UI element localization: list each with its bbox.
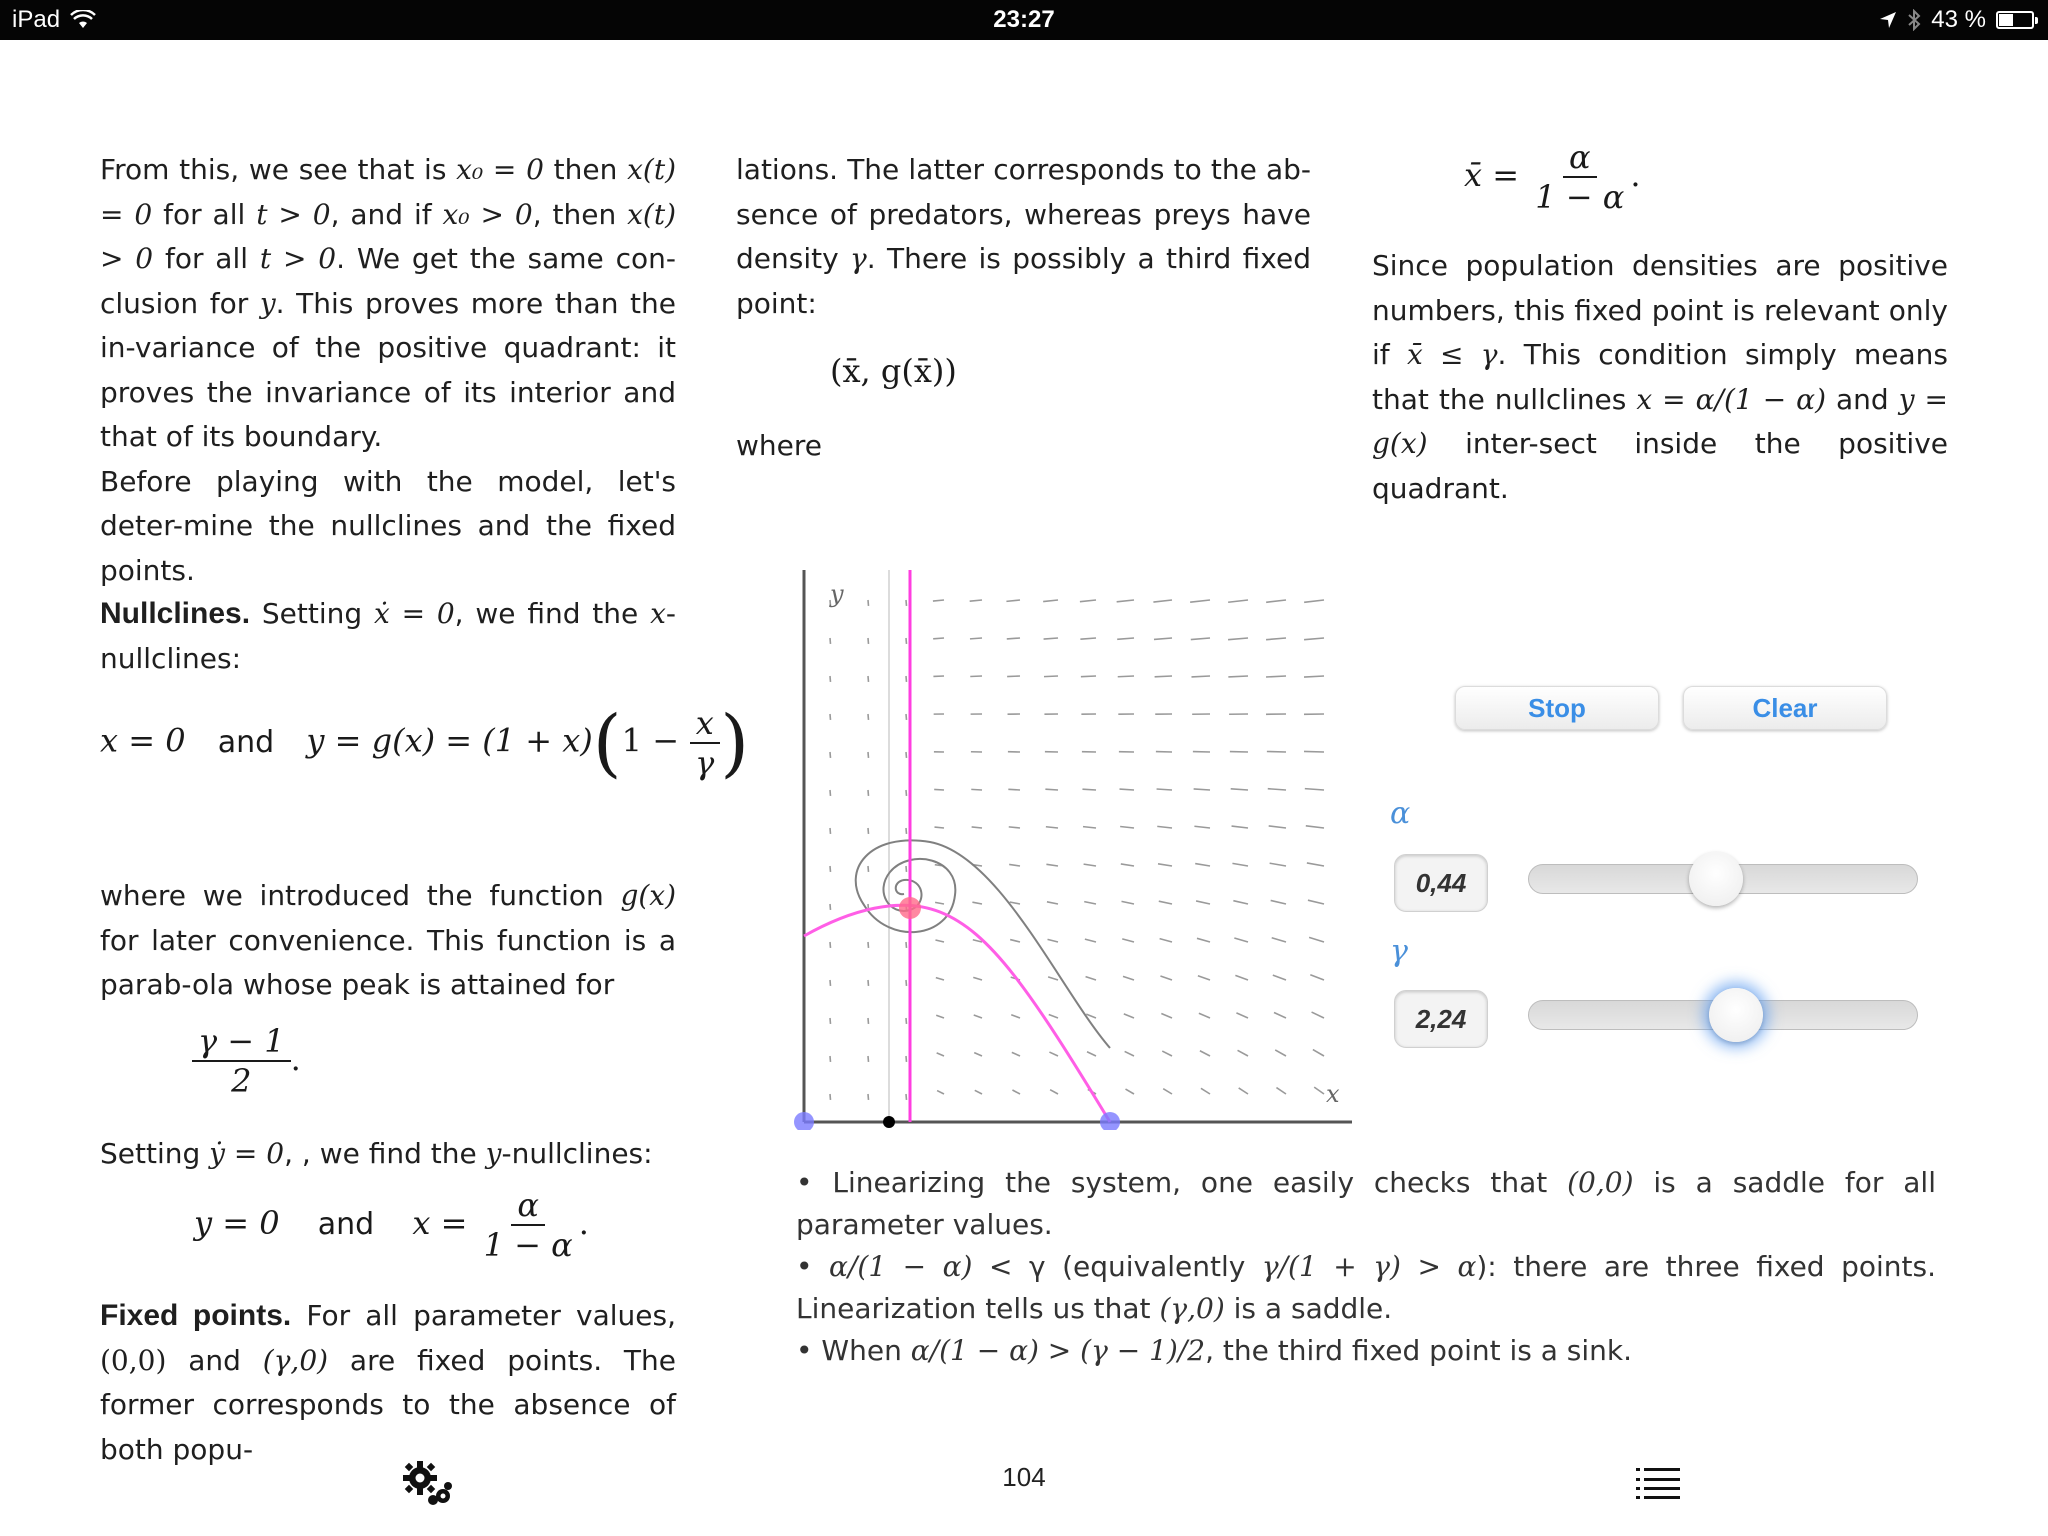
list-item <box>796 1246 1936 1330</box>
text-and: and <box>317 1206 375 1242</box>
vector-field-arrow <box>935 940 944 942</box>
vector-field-arrow <box>1046 827 1058 828</box>
vector-field-arrow <box>1194 789 1210 790</box>
vector-field-arrow <box>1083 827 1096 828</box>
vector-field-arrow <box>1201 1088 1210 1094</box>
math-ydot-zero: ẏ = 0 <box>209 1137 285 1170</box>
fraction-alpha <box>478 1186 579 1265</box>
vector-field-arrow <box>1191 638 1210 640</box>
device-name: iPad <box>12 6 61 33</box>
status-right <box>1879 6 2034 34</box>
vector-field-arrow <box>1158 864 1172 866</box>
text-segment: , we find the <box>454 597 639 630</box>
math-nullcline-x: x = α/(1 − α) <box>1636 382 1826 416</box>
nullclines-paragraph <box>100 592 676 681</box>
vector-field-arrow <box>1087 1052 1096 1056</box>
vector-field-arrow <box>1160 976 1172 980</box>
vector-field-arrow <box>1198 976 1210 980</box>
vector-field-arrow <box>1308 900 1324 904</box>
vector-field-arrow <box>1196 901 1210 904</box>
math-sink-condition: α/(1 − α) > (γ − 1)/2 <box>910 1334 1206 1367</box>
text-segment: From this, we see that is <box>100 153 447 186</box>
text-segment: is a saddle. <box>1233 1292 1393 1325</box>
vector-field-arrow <box>1085 939 1096 942</box>
math-gamma-ratio: γ/(1 + γ) > α <box>1261 1250 1477 1283</box>
text-segment: -nullclines: <box>501 1137 653 1170</box>
vector-field-arrow <box>937 1091 944 1094</box>
vector-field-arrow <box>1081 676 1096 677</box>
list-item <box>796 1162 1936 1246</box>
vector-field-arrow <box>933 638 944 639</box>
vector-field-arrow <box>1122 939 1134 942</box>
gamma-value-field[interactable]: 2,24 <box>1394 990 1488 1048</box>
vector-field-arrow <box>1009 864 1020 866</box>
vector-field-arrow <box>1084 864 1096 866</box>
stop-button[interactable]: Stop <box>1455 686 1659 730</box>
math-x: x <box>650 597 666 630</box>
vector-field-arrow <box>1312 1012 1324 1018</box>
list-icon[interactable] <box>1636 1466 1680 1500</box>
text-segment: . There is possibly a third fixed point: <box>736 242 1312 320</box>
fraction-denominator: 2 <box>231 1062 252 1101</box>
vector-field-arrow <box>1157 826 1172 828</box>
vector-field-arrow <box>1117 638 1134 639</box>
vector-field-arrow <box>1080 638 1096 639</box>
text-segment: Setting <box>261 597 363 630</box>
vector-field-arrow <box>933 600 944 601</box>
right-column <box>1372 244 1948 511</box>
vector-field-arrow <box>1010 940 1020 942</box>
math-xbar-le-gamma: x̄ ≤ γ <box>1406 338 1498 371</box>
text-segment: are fixed points. The former corresponds to the absence of both popu- <box>100 1343 677 1466</box>
initial-point-marker[interactable] <box>883 1116 895 1128</box>
math-g-definition: y = g(x) = (1 + x) <box>306 721 593 760</box>
vector-field-arrow <box>970 638 982 639</box>
battery-percent: 43 % <box>1931 6 1986 33</box>
vector-field-arrow <box>1266 600 1286 602</box>
fixed-points-heading: Fixed points. <box>100 1299 292 1332</box>
paren-close: ) <box>720 700 750 786</box>
formula-xbar <box>1464 138 1641 217</box>
alpha-value-field[interactable]: 0,44 <box>1394 854 1488 912</box>
math-x0-positive: x₀ > 0 <box>442 197 533 231</box>
gamma-label: γ <box>1390 934 1408 969</box>
math-xt-positive: x(t) > 0 <box>100 197 677 275</box>
paragraph-g-function <box>100 874 676 1008</box>
fraction-x-over-gamma <box>689 704 720 783</box>
alpha-slider-knob[interactable] <box>1689 852 1743 906</box>
vector-field-arrow <box>1157 789 1172 790</box>
bullet-list <box>796 1162 1936 1372</box>
vector-field-arrow <box>1231 789 1248 790</box>
vector-field-arrow <box>1043 600 1058 602</box>
left-column <box>100 148 676 593</box>
vector-field-arrow <box>1266 676 1286 677</box>
vector-field-arrow <box>1228 676 1248 677</box>
math-alpha-ratio: α/(1 − α) <box>829 1250 973 1283</box>
vector-field-arrow <box>1272 938 1286 942</box>
math-t-positive: t > 0 <box>259 242 337 275</box>
vector-field-arrow <box>1160 939 1172 942</box>
y-nullcline-parabola <box>804 905 1110 1122</box>
vector-field-arrow <box>1195 864 1210 866</box>
math-xt-zero: x(t) = 0 <box>100 153 676 231</box>
text-segment: where we introduced the function <box>100 879 604 912</box>
vector-field-arrow <box>1275 1050 1286 1056</box>
vector-field-arrow <box>1239 1088 1248 1094</box>
vector-field-arrow <box>1304 638 1324 640</box>
vector-field-arrow <box>1163 1089 1172 1094</box>
text-segment: , then <box>532 197 617 231</box>
math-y: y <box>485 1137 502 1170</box>
vector-field-arrow <box>1232 826 1248 828</box>
vector-field-arrow <box>1007 676 1020 677</box>
bluetooth-icon <box>1907 9 1921 31</box>
vector-field-arrow <box>1235 975 1248 980</box>
page-number: 104 <box>1002 1462 1046 1492</box>
location-arrow-icon <box>1879 11 1897 29</box>
trajectory-spiral <box>856 840 1110 1048</box>
vector-field-arrow <box>1082 789 1096 790</box>
vector-field-arrow <box>937 1053 944 1056</box>
vector-field-arrow <box>1313 1050 1324 1056</box>
math-origin: (0,0) <box>100 1343 167 1377</box>
vector-field-arrow <box>972 827 982 828</box>
vector-field-arrow <box>1120 789 1134 790</box>
vector-field-arrow <box>1050 1090 1058 1094</box>
vector-field-arrow <box>936 978 944 980</box>
fixed-point-gamma[interactable] <box>1100 1112 1120 1130</box>
text-segment: • Linearizing the system, one easily checks that <box>796 1166 1548 1199</box>
vector-field-arrow <box>1305 789 1324 790</box>
math-one-minus: 1 − <box>621 721 679 760</box>
vector-field-arrow <box>1162 1051 1172 1056</box>
text-segment: for all <box>164 242 249 275</box>
vector-field-arrow <box>1120 827 1134 828</box>
vector-field-arrow <box>1161 1014 1172 1018</box>
fixed-point-interior <box>899 897 921 919</box>
vector-field-arrow <box>1314 1087 1324 1094</box>
text-segment: and <box>1836 382 1889 416</box>
vector-field-arrow <box>935 902 944 904</box>
text-segment: < γ (equivalently <box>989 1250 1246 1283</box>
vector-field-arrow <box>1199 1013 1210 1018</box>
period: . <box>1630 155 1641 194</box>
status-bar <box>0 0 2048 40</box>
vector-field-arrow <box>973 977 982 980</box>
vector-field-arrow <box>1006 600 1020 601</box>
text-segment: . We get the same con-clusion for <box>100 242 676 320</box>
math-gx: g(x) <box>620 879 677 912</box>
vector-field-arrow <box>1117 600 1134 602</box>
math-gamma-zero: (γ,0) <box>262 1343 329 1377</box>
period: . <box>290 1039 301 1078</box>
paragraph-y-nullclines: Setting ẏ = 0, , we find the y-nullclines: <box>100 1137 653 1170</box>
text-where: where <box>736 429 822 462</box>
alpha-label: α <box>1390 796 1411 831</box>
vector-field-arrow <box>974 1053 982 1056</box>
vector-field-arrow <box>1197 938 1210 942</box>
text-segment: . This proves more than the in-variance of the positive quadrant: it proves the invariance of its interior and that of its boundary. <box>100 286 676 453</box>
battery-icon <box>1996 11 2034 29</box>
fraction-denominator: γ <box>695 744 715 782</box>
middle-column <box>736 148 1311 326</box>
text-segment: Since population densities are positive numbers, this fixed point is relevant only if <box>1372 249 1948 371</box>
vector-field-arrow <box>1044 676 1058 677</box>
vector-field-arrow <box>1086 977 1096 980</box>
list-item <box>796 1330 1936 1372</box>
text-segment: is a saddle for all parameter values. <box>796 1166 1936 1241</box>
vector-field-arrow <box>1118 676 1134 677</box>
vector-field-arrow <box>1304 600 1324 602</box>
text-segment: for all <box>163 197 246 231</box>
vector-field-arrow <box>934 827 944 828</box>
vector-field-arrow <box>1309 937 1324 942</box>
text-segment: , the third fixed point is a sink. <box>1205 1334 1633 1367</box>
math-y-zero: y = 0 <box>194 1203 280 1242</box>
vector-field-arrow <box>1049 1052 1058 1056</box>
vector-field-arrow <box>1007 638 1020 639</box>
vector-field-arrow <box>1044 638 1058 639</box>
middle-where <box>736 424 1036 469</box>
vector-field-arrow <box>970 676 982 677</box>
math-x-equals: x = <box>412 1203 468 1242</box>
text-segment: , we find the <box>301 1137 477 1170</box>
paragraph-invariance <box>100 148 676 460</box>
vector-field-arrow <box>1011 1015 1020 1018</box>
vector-field-arrow <box>1304 751 1324 752</box>
math-origin: (0,0) <box>1567 1166 1634 1199</box>
vector-field-arrow <box>1008 789 1020 790</box>
fixed-point-origin[interactable] <box>794 1112 814 1130</box>
vector-field-arrow <box>1084 902 1096 904</box>
vector-field-arrow <box>1268 789 1286 790</box>
vector-field-arrow <box>1010 902 1020 904</box>
fraction-numerator: α <box>1563 138 1597 178</box>
vector-field-arrow <box>1080 600 1096 602</box>
vector-field-arrow <box>1306 826 1324 828</box>
paren-open: ( <box>592 700 622 786</box>
vector-field-arrow <box>1236 1013 1248 1018</box>
text-segment: and <box>188 1343 241 1377</box>
vector-field-arrow <box>1121 864 1134 866</box>
vector-field-arrow <box>1122 901 1134 904</box>
math-gamma-zero: (γ,0) <box>1159 1292 1225 1325</box>
math-x-zero: x = 0 <box>100 721 186 760</box>
vector-field-arrow <box>1191 676 1210 677</box>
vector-field-arrow <box>1200 1051 1210 1056</box>
vector-field-arrow <box>1124 1014 1134 1018</box>
vector-field-arrow <box>1049 1014 1058 1018</box>
vector-field-arrow <box>1266 638 1286 640</box>
vector-field-arrow <box>1194 826 1210 828</box>
math-xdot-zero: ẋ = 0 <box>373 597 455 630</box>
vector-field-arrow <box>1238 1050 1248 1056</box>
fraction-denominator: 1 − α <box>1535 178 1625 217</box>
vector-field-arrow <box>936 1015 944 1018</box>
nullclines-heading: Nullclines. <box>100 597 251 630</box>
vector-field-arrow <box>1234 938 1248 942</box>
status-time: 23:27 <box>993 6 1055 33</box>
math-xbar-equals: x̄ = <box>1464 155 1520 194</box>
formula-peak <box>192 1022 301 1101</box>
vector-field-arrow <box>1307 863 1324 866</box>
text-segment: for later convenience. This function is a parab-ola whose peak is attained for <box>100 923 676 1001</box>
vector-field-arrow <box>934 789 944 790</box>
vector-field-arrow <box>975 1090 982 1094</box>
math-nullcline-y: y = g(x) <box>1372 382 1948 460</box>
vector-field-arrow <box>1125 1051 1134 1056</box>
fraction-xbar <box>1529 138 1630 217</box>
battery-fill <box>1999 14 2013 26</box>
text-and: and <box>217 724 275 760</box>
vector-field-arrow <box>974 1015 982 1018</box>
fraction-numerator: γ − 1 <box>192 1022 291 1062</box>
vector-field-arrow <box>1233 901 1248 904</box>
text-segment: then <box>553 153 618 186</box>
fraction-peak <box>192 1022 291 1101</box>
text-segment: Setting <box>100 1137 201 1170</box>
text-segment: lations. The latter corresponds to the ab-sence of predators, whereas preys have density <box>736 153 1311 275</box>
text-segment: ): there are three fixed points. Linearization tells us that <box>796 1250 1937 1325</box>
fraction-numerator: α <box>511 1186 545 1226</box>
text-segment: -nullclines: <box>100 597 676 675</box>
paragraph-before-playing: Before playing with the model, let's deter-mine the nullclines and the fixed points. <box>100 464 676 587</box>
vector-field-arrow <box>1123 976 1134 980</box>
vector-field-arrow <box>1155 676 1172 677</box>
formula-x-nullclines <box>100 700 749 786</box>
formula-y-nullclines <box>194 1186 589 1265</box>
formula-third-point: (x̄, g(x̄)) <box>830 352 957 390</box>
vector-field-arrow <box>1045 789 1058 790</box>
period: . <box>578 1203 589 1242</box>
vector-field-arrow <box>1190 600 1210 602</box>
vector-field-arrow <box>1228 600 1248 602</box>
math-gamma: γ <box>850 242 867 275</box>
vector-field-arrow <box>1048 939 1058 942</box>
vector-field-arrow <box>1012 1090 1020 1094</box>
gamma-slider-knob[interactable] <box>1709 988 1763 1042</box>
y-axis-label: y <box>830 580 844 608</box>
math-y: y <box>259 286 276 320</box>
text-segment: For all parameter values, <box>306 1299 676 1332</box>
vector-field-arrow <box>971 789 982 790</box>
vector-field-arrow <box>972 902 982 904</box>
vector-field-arrow <box>970 600 982 601</box>
vector-field-arrow <box>1270 863 1286 866</box>
math-x0-zero: x₀ = 0 <box>456 153 544 186</box>
vector-field-arrow <box>1271 900 1286 904</box>
text-segment: • <box>796 1250 813 1283</box>
vector-field-arrow <box>1310 975 1324 980</box>
vector-field <box>830 600 1324 1100</box>
x-axis-label: x <box>1326 1080 1340 1108</box>
clear-button[interactable]: Clear <box>1683 686 1887 730</box>
vector-field-arrow <box>1269 826 1286 828</box>
vector-field-arrow <box>1304 676 1324 677</box>
vector-field-arrow <box>1154 638 1172 639</box>
vector-field-arrow <box>1273 975 1286 980</box>
vector-field-arrow <box>1159 901 1172 904</box>
fraction-denominator: 1 − α <box>483 1226 573 1265</box>
vector-field-arrow <box>1009 827 1020 828</box>
phase-plane-plot[interactable] <box>790 570 1356 1130</box>
vector-field-arrow <box>1047 902 1058 904</box>
text-segment: • When <box>796 1334 902 1367</box>
text-segment: , and if <box>330 197 432 231</box>
vector-field-arrow <box>1232 863 1248 866</box>
vector-field-arrow <box>1153 600 1172 602</box>
vector-field-arrow <box>1012 1052 1020 1056</box>
text-segment: inter-sect inside the positive quadrant. <box>1372 427 1948 505</box>
vector-field-arrow <box>1126 1089 1134 1094</box>
vector-field-arrow <box>1228 638 1248 640</box>
vector-field-arrow <box>1276 1088 1286 1094</box>
vector-field-arrow <box>1048 977 1058 980</box>
bottom-toolbar <box>0 1440 2048 1536</box>
vector-field-arrow <box>1046 864 1058 866</box>
vector-field-arrow <box>1274 1012 1286 1018</box>
text-segment: . This condition simply means that the nullclines <box>1372 338 1949 416</box>
fraction-numerator: x <box>690 704 720 744</box>
math-t-positive: t > 0 <box>256 197 331 231</box>
